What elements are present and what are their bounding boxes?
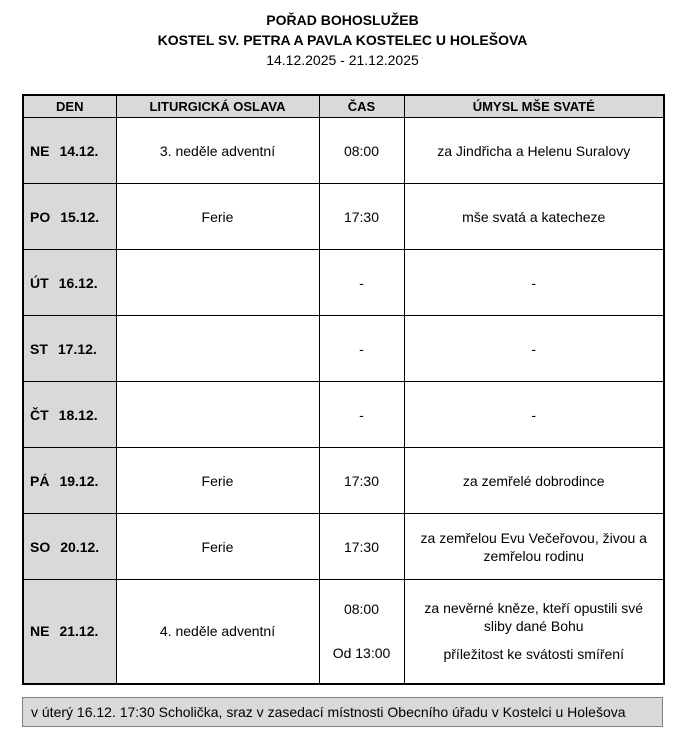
day-cell xyxy=(23,118,116,184)
day-abbrev: NE xyxy=(30,142,50,159)
day-abbrev: PÁ xyxy=(30,472,50,489)
column-header-oslava: LITURGICKÁ OSLAVA xyxy=(116,95,319,118)
column-header-umysl: ÚMYSL MŠE SVATÉ xyxy=(404,95,664,118)
intention-entry: za zemřelou Evu Večeřovou, živou a zemřelou rodinu xyxy=(420,529,647,564)
feast-cell xyxy=(116,382,319,448)
time-entry: 17:30 xyxy=(343,472,380,489)
table-row xyxy=(23,580,664,684)
time-cell xyxy=(319,514,404,580)
table-row xyxy=(23,184,664,250)
time-cell xyxy=(319,580,404,684)
page-subtitle: KOSTEL SV. PETRA A PAVLA KOSTELEC U HOLEŠOVA xyxy=(157,32,528,48)
date-range: 14.12.2025 - 21.12.2025 xyxy=(266,52,419,68)
table-row xyxy=(23,448,664,514)
day-abbrev: SO xyxy=(30,538,51,555)
day-abbrev: ST xyxy=(30,340,48,357)
intention-entry: mše svatá a katecheze xyxy=(462,208,606,225)
time-entry: Od 13:00 xyxy=(332,645,391,662)
table-row xyxy=(23,316,664,382)
table-row xyxy=(23,250,664,316)
intention-cell xyxy=(404,316,664,382)
day-cell xyxy=(23,250,116,316)
column-header-cas: ČAS xyxy=(319,95,404,118)
day-abbrev: PO xyxy=(30,208,51,225)
day-cell xyxy=(23,448,116,514)
day-abbrev: ČT xyxy=(30,406,49,423)
day-cell xyxy=(23,514,116,580)
schedule-body xyxy=(23,118,664,684)
time-entry: - xyxy=(359,274,364,291)
intention-cell xyxy=(404,382,664,448)
intention-entry: - xyxy=(531,340,537,357)
intention-entry: za nevěrné kněze, kteří opustili své sliby dané Bohu xyxy=(424,600,644,635)
time-entry: 08:00 xyxy=(343,142,380,159)
intention-entry: za zemřelé dobrodince xyxy=(462,472,605,489)
day-cell xyxy=(23,580,116,684)
day-abbrev: ÚT xyxy=(30,274,49,291)
day-date: 20.12. xyxy=(60,538,100,555)
time-entry: 08:00 xyxy=(343,601,380,618)
intention-entry: příležitost ke svátosti smíření xyxy=(443,646,624,663)
footer-note: v úterý 16.12. 17:30 Scholička, sraz v zasedací místnosti Obecního úřadu v Kostelci u Holešova xyxy=(22,697,663,727)
intention-cell xyxy=(404,580,664,684)
feast-cell: Ferie xyxy=(116,184,319,250)
page-title: POŘAD BOHOSLUŽEB xyxy=(266,12,419,28)
day-cell xyxy=(23,382,116,448)
day-abbrev: NE xyxy=(30,623,50,640)
intention-entry: - xyxy=(531,274,537,291)
intention-cell xyxy=(404,514,664,580)
table-row xyxy=(23,514,664,580)
day-date: 19.12. xyxy=(59,472,99,489)
intention-cell xyxy=(404,184,664,250)
time-entry: 17:30 xyxy=(343,538,380,555)
feast-cell xyxy=(116,316,319,382)
feast-cell: 3. neděle adventní xyxy=(116,118,319,184)
intention-cell xyxy=(404,448,664,514)
feast-cell xyxy=(116,250,319,316)
table-row xyxy=(23,118,664,184)
time-cell xyxy=(319,448,404,514)
feast-cell: Ferie xyxy=(116,514,319,580)
intention-cell xyxy=(404,118,664,184)
time-entry: 17:30 xyxy=(343,208,380,225)
time-cell xyxy=(319,250,404,316)
feast-cell: 4. neděle adventní xyxy=(116,580,319,684)
day-date: 21.12. xyxy=(59,623,99,640)
day-date: 17.12. xyxy=(57,340,97,357)
intention-entry: - xyxy=(531,406,537,423)
column-header-den: DEN xyxy=(23,95,116,118)
day-date: 14.12. xyxy=(59,142,99,159)
time-cell xyxy=(319,184,404,250)
time-entry: - xyxy=(359,406,364,423)
intention-cell xyxy=(404,250,664,316)
day-cell xyxy=(23,316,116,382)
time-cell xyxy=(319,382,404,448)
day-date: 15.12. xyxy=(60,208,100,225)
day-cell xyxy=(23,184,116,250)
schedule-table xyxy=(22,94,665,685)
feast-cell: Ferie xyxy=(116,448,319,514)
table-row xyxy=(23,382,664,448)
time-entry: - xyxy=(359,340,364,357)
intention-entry: za Jindřicha a Helenu Suralovy xyxy=(437,142,631,159)
day-date: 18.12. xyxy=(58,406,98,423)
time-cell xyxy=(319,118,404,184)
table-header-row xyxy=(23,95,664,118)
title-block xyxy=(22,10,663,70)
time-cell xyxy=(319,316,404,382)
day-date: 16.12. xyxy=(58,274,98,291)
